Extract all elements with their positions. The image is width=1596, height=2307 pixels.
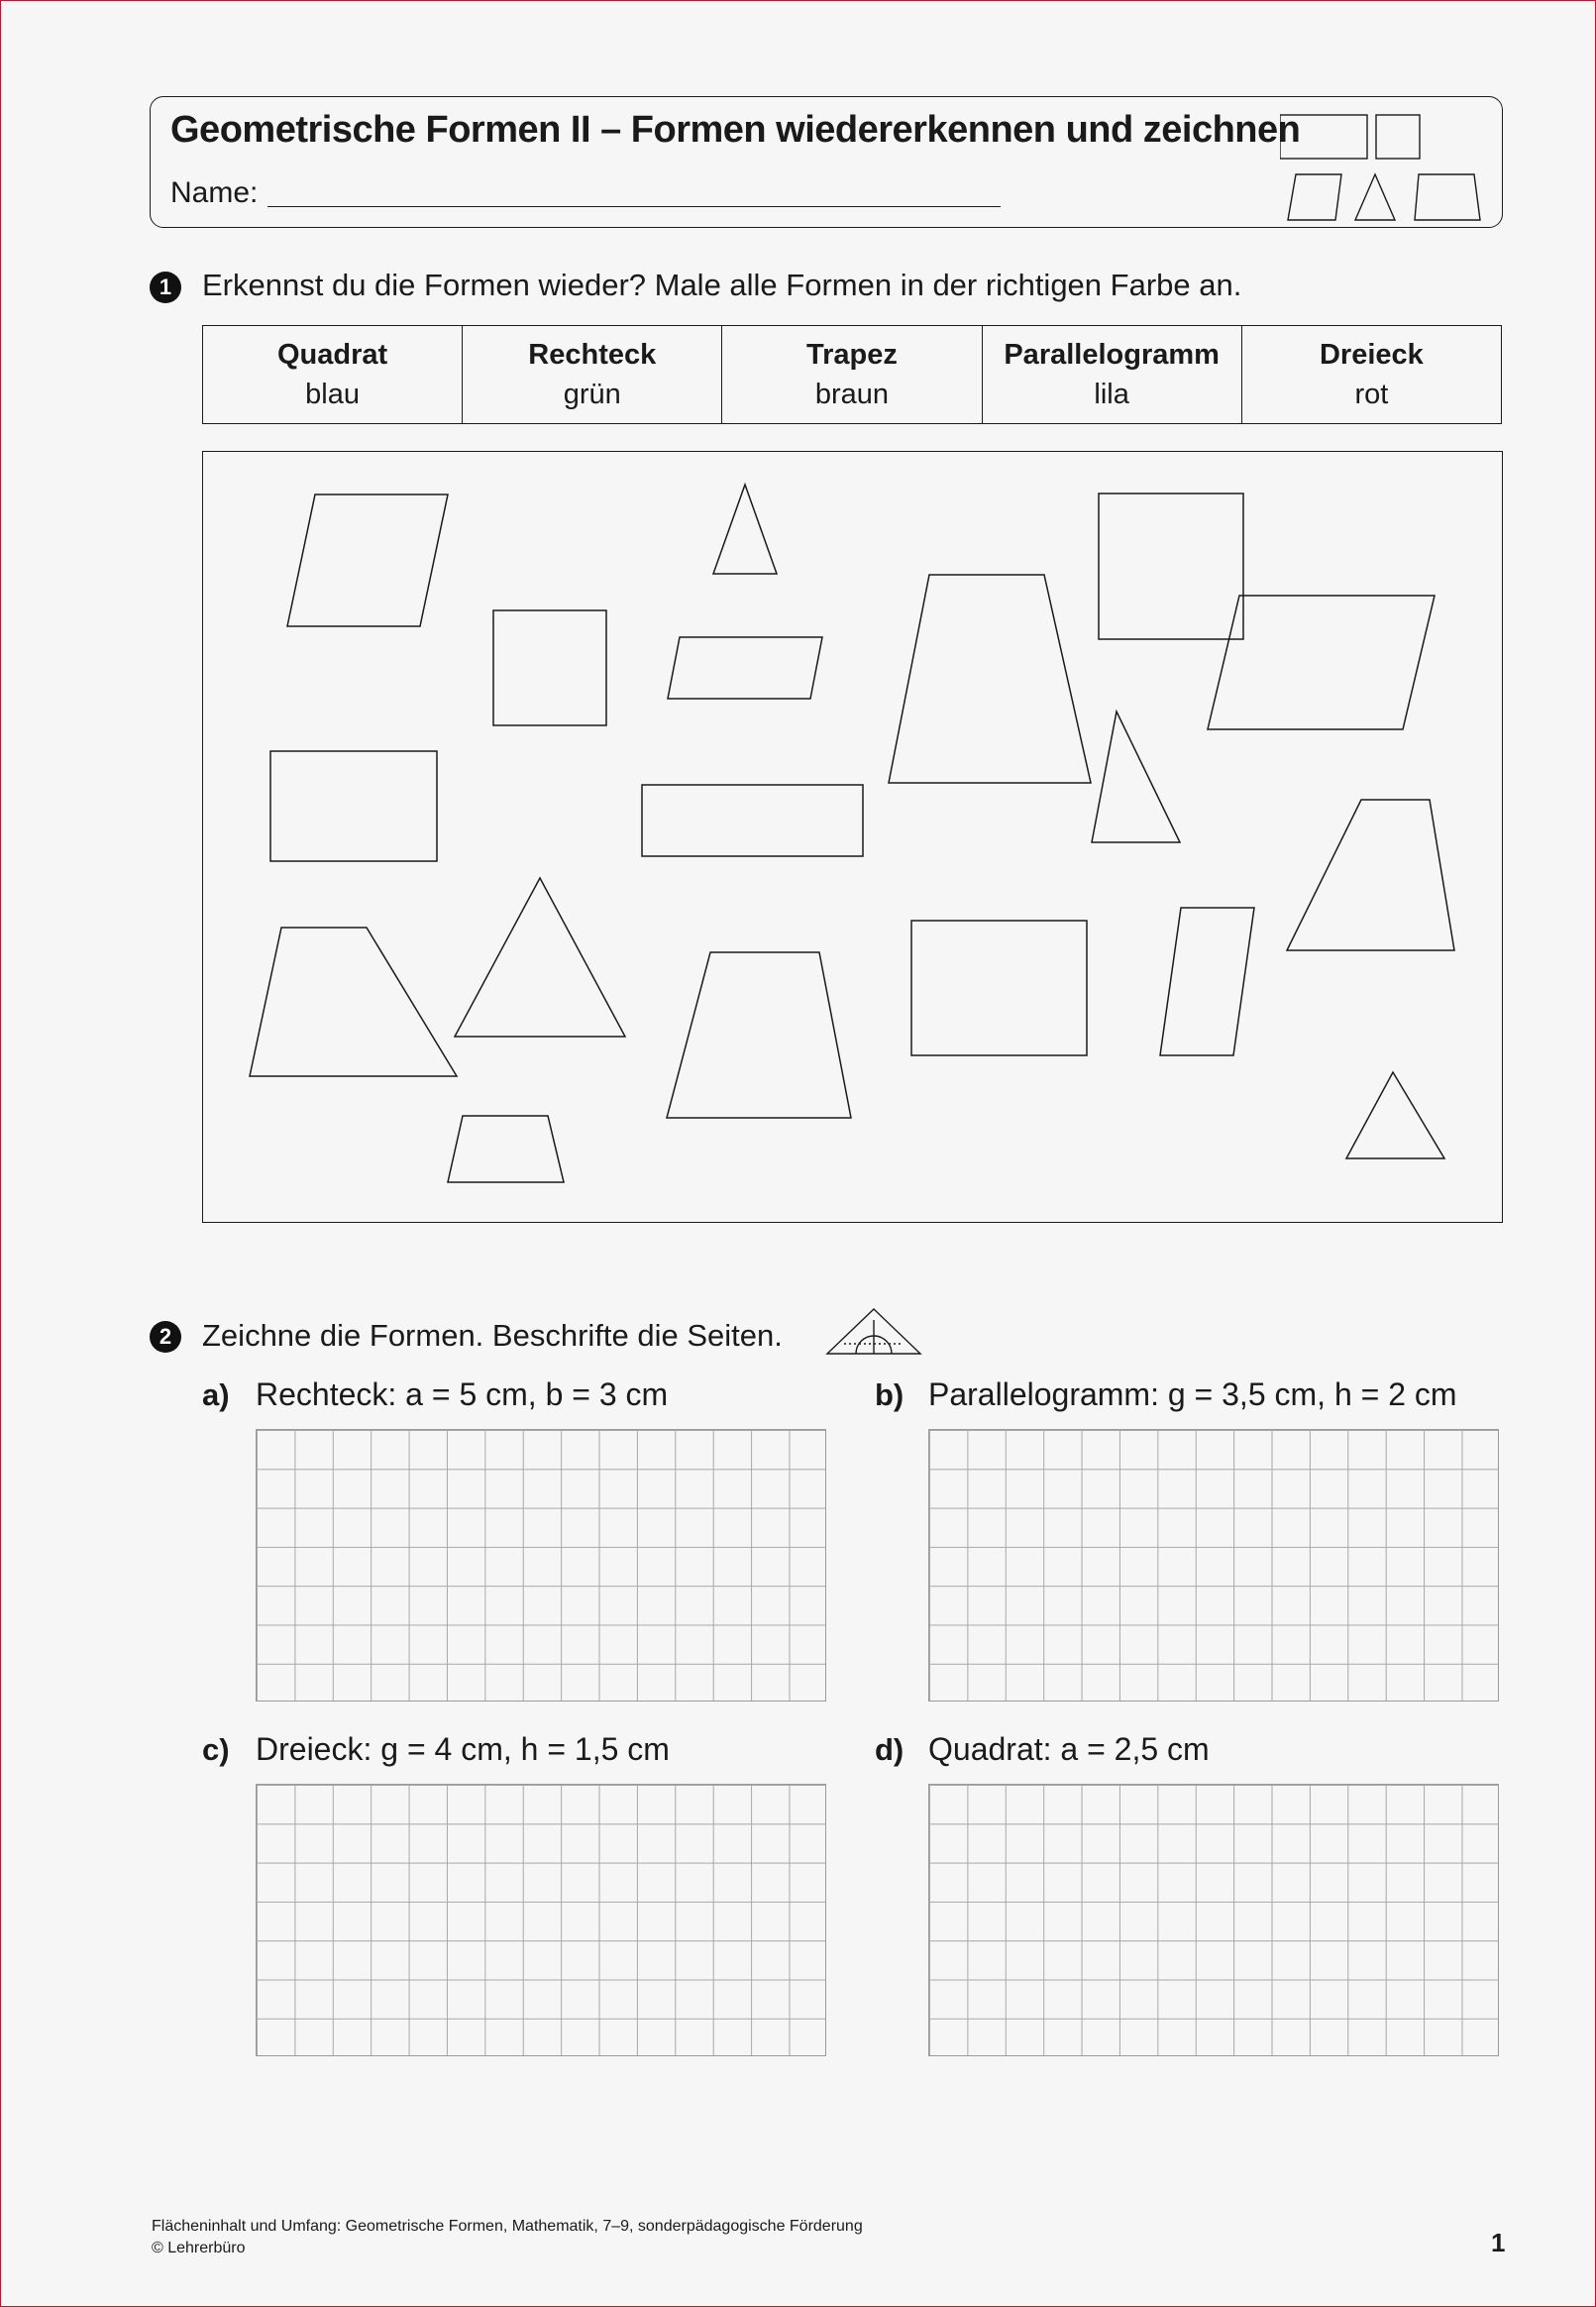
part-d-text: Quadrat: a = 2,5 cm [928,1731,1210,1767]
part-c-label: c) [202,1732,230,1767]
legend-shape: Dreieck [1319,339,1424,371]
shapes-area [202,451,1503,1223]
trapezoid-shape [667,952,851,1118]
rectangle-shape [911,921,1087,1055]
legend-cell-dreieck [1241,326,1501,424]
legend-color: blau [305,379,360,410]
parallelogram-shape [1160,908,1254,1055]
drawing-grid-b[interactable] [928,1429,1499,1702]
footer [152,2216,863,2259]
part-c-text: Dreieck: g = 4 cm, h = 1,5 cm [256,1731,670,1767]
color-legend-table [202,325,1502,424]
triangle-shape [455,878,625,1037]
rectangle-shape [270,751,437,861]
legend-cell-trapez [722,326,982,424]
square-shape [493,610,606,725]
trapezoid-shape [250,928,457,1076]
square-shape [1099,494,1243,639]
trapezoid-shape [889,575,1091,783]
task-1-number: 1 [150,272,181,303]
name-label: Name: [170,176,259,209]
trapezoid-shape [448,1116,564,1182]
worksheet-header [150,96,1503,228]
shapes-canvas [203,452,1502,1222]
legend-shape: Parallelogramm [1004,339,1220,371]
footer-copyright: © Lehrerbüro [152,2240,246,2256]
legend-color: braun [814,379,890,410]
legend-shape: Rechteck [528,339,657,371]
page-number: 1 [1491,2228,1506,2257]
parallelogram-shape [1208,596,1435,729]
trapezoid-shape [1287,800,1454,950]
triangle-shape [1346,1072,1444,1158]
legend-cell-parallelogramm [982,326,1241,424]
legend-cell-quadrat [203,326,463,424]
legend-color: rot [1354,379,1389,410]
legend-color: grün [563,379,621,410]
part-d-label: d) [875,1732,904,1767]
legend-shape: Quadrat [277,339,388,371]
part-b-label: b) [875,1377,904,1412]
task-2-instruction: Zeichne die Formen. Beschrifte die Seiten. [202,1318,783,1353]
part-b-text: Parallelogramm: g = 3,5 cm, h = 2 cm [928,1376,1457,1412]
drawing-grid-d[interactable] [928,1784,1499,2056]
parallelogram-shape [668,637,822,699]
task-2-number: 2 [150,1321,181,1353]
legend-color: lila [1094,379,1129,410]
shapes-decoration-icon [1280,103,1498,222]
rectangle-shape [642,785,863,856]
footer-source: Flächeninhalt und Umfang: Geometrische Formen, Mathematik, 7–9, sonderpädagogische Förderung [152,2218,863,2235]
part-a-text: Rechteck: a = 5 cm, b = 3 cm [256,1376,669,1412]
name-line [267,206,1001,207]
worksheet-title: Geometrische Formen II – Formen wiedererkennen und zeichnen [170,109,1301,151]
legend-shape: Trapez [806,339,898,371]
triangle-shape [713,485,777,574]
task-1-instruction: Erkennst du die Formen wieder? Male alle Formen in der richtigen Farbe an. [202,268,1242,302]
drawing-grid-c[interactable] [256,1784,826,2056]
part-a-label: a) [202,1377,230,1412]
parallelogram-shape [287,494,448,626]
drawing-grid-a[interactable] [256,1429,826,1702]
set-square-icon [824,1306,923,1358]
triangle-shape [1092,712,1180,842]
legend-cell-rechteck [463,326,722,424]
